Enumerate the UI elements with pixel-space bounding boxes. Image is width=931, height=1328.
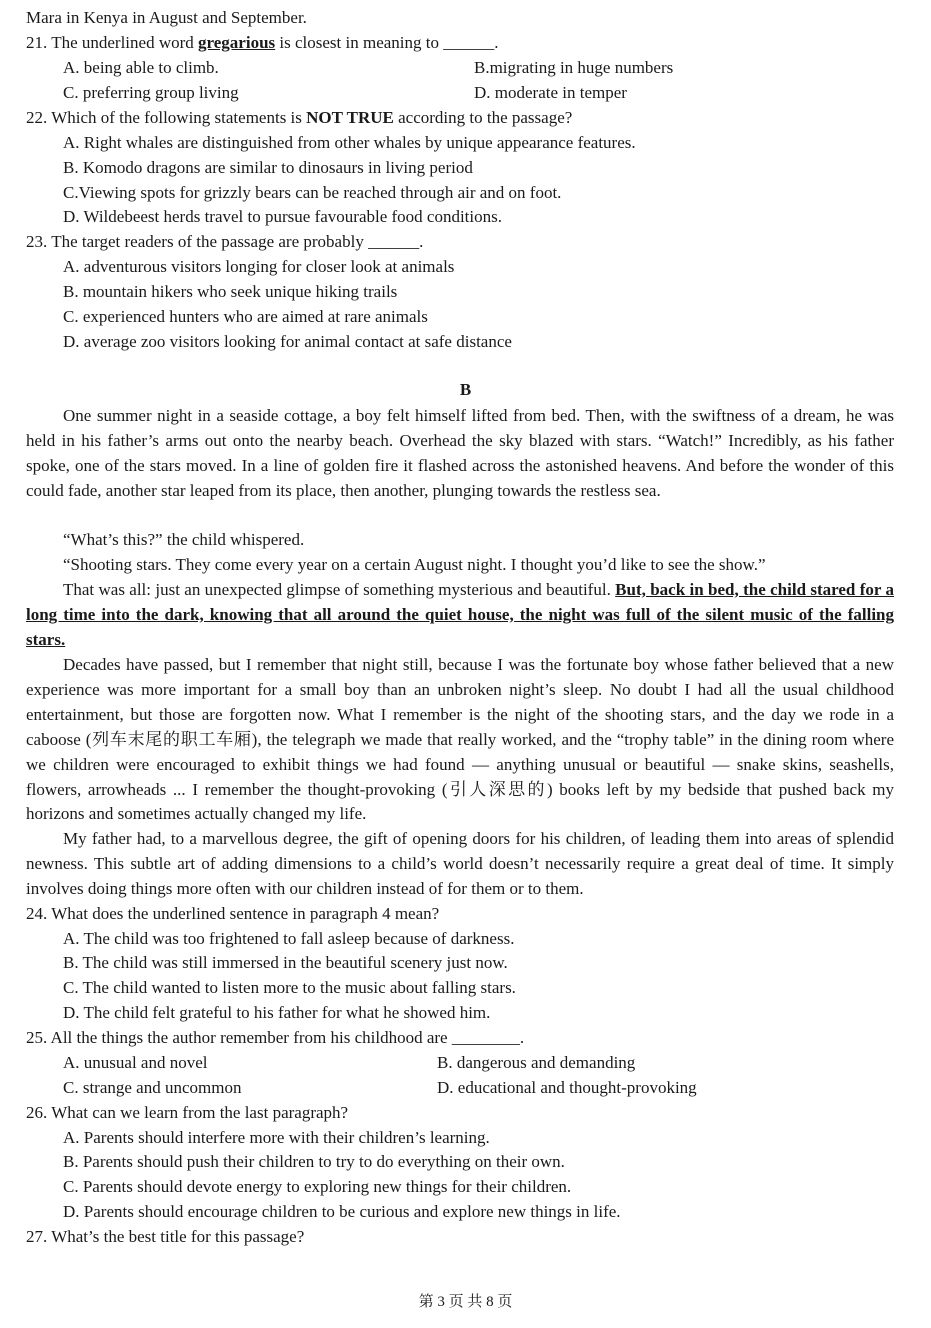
q22-suffix: according to the passage? xyxy=(393,108,573,127)
q26-option-a: A. Parents should interfere more with their children’s learning. xyxy=(63,1128,490,1147)
passage-paragraph-6: My father had, to a marvellous degree, the gift of opening doors for his children, of leading them into areas of splendid newness. This subtle art of adding dimensions to a child’s world doesn’t necessarily require a great deal of time. It simply involves doing things more often with our children instead of for them or to them. xyxy=(26,829,894,898)
q21-prefix: 21. The underlined word xyxy=(26,33,199,52)
question-21-stem xyxy=(26,31,498,55)
q21-option-c: C. preferring group living xyxy=(63,83,239,102)
q25-option-c: C. strange and uncommon xyxy=(63,1078,242,1097)
q24-option-a: A. The child was too frightened to fall asleep because of darkness. xyxy=(63,929,515,948)
q24-option-c: C. The child wanted to listen more to the music about falling stars. xyxy=(63,978,516,997)
passage-paragraph-5: Decades have passed, but I remember that night still, because I was the fortunate boy whose father believed that a new experience was more important for a small boy than an unbroken night’s sleep. No doubt I had all the usual childhood entertainment, but those are forgotten now. What I remember is the night of the shooting stars, and the day we rode in a caboose (列车末尾的职工车厢), the telegraph we made that really worked, and the “trophy table” in the dining room where we children were encouraged to exhibit things we had found — anything unusual or beautiful — snake skins, seashells, flowers, arrowheads ... I remember the thought-provoking (引人深思的) books left by my bedside that pushed back my horizons and sometimes actually changed my life. xyxy=(26,655,894,824)
question-24-stem: 24. What does the underlined sentence in paragraph 4 mean? xyxy=(26,904,440,923)
q26-option-c: C. Parents should devote energy to exploring new things for their children. xyxy=(63,1177,572,1196)
question-27-stem: 27. What’s the best title for this passage? xyxy=(26,1227,305,1246)
q22-prefix: 22. Which of the following statements is xyxy=(26,108,307,127)
q21-suffix: is closest in meaning to ______. xyxy=(275,33,499,52)
q21-option-d: D. moderate in temper xyxy=(474,83,627,102)
q22-option-c: C.Viewing spots for grizzly bears can be reached through air and on foot. xyxy=(63,183,562,202)
q25-option-d: D. educational and thought-provoking xyxy=(437,1078,697,1097)
question-26-stem: 26. What can we learn from the last paragraph? xyxy=(26,1103,349,1122)
q23-option-d: D. average zoo visitors looking for animal contact at safe distance xyxy=(63,332,512,351)
q26-option-d: D. Parents should encourage children to be curious and explore new things in life. xyxy=(63,1202,621,1221)
paragraph-4-underlined-sentence: But, back in bed, the child stared for a long time into the dark, knowing that all around the quiet house, the night was full of the silent music of the falling stars. xyxy=(26,580,894,649)
passage-paragraph-2: “What’s this?” the child whispered. xyxy=(63,530,305,549)
passage-paragraph-3: “Shooting stars. They come every year on a certain August night. I thought you’d like to see the show.” xyxy=(63,555,766,574)
passage-paragraph-1: One summer night in a seaside cottage, a boy felt himself lifted from bed. Then, with the swiftness of a dream, he was held in his father’s arms out onto the nearby beach. Overhead the sky blazed with stars. “Watch!” Incredibly, as his father spoke, one of the stars moved. In a line of golden fire it flashed across the astonished heavens. And before the wonder of this could fade, another star leaped from its place, then another, plunging towards the restless sea. xyxy=(26,406,894,500)
q23-option-b: B. mountain hikers who seek unique hiking trails xyxy=(63,282,398,301)
q21-option-a: A. being able to climb. xyxy=(63,58,219,77)
question-22-stem xyxy=(26,106,572,130)
continuation-line: Mara in Kenya in August and September. xyxy=(26,8,307,27)
page-footer: 第 3 页 共 8 页 xyxy=(418,1294,513,1310)
question-23-stem: 23. The target readers of the passage are probably ______. xyxy=(26,232,424,251)
q23-option-a: A. adventurous visitors longing for closer look at animals xyxy=(63,257,455,276)
q21-underlined-word: gregarious xyxy=(198,33,276,52)
q21-option-b: B.migrating in huge numbers xyxy=(474,58,674,77)
q24-option-b: B. The child was still immersed in the beautiful scenery just now. xyxy=(63,953,508,972)
question-25-stem: 25. All the things the author remember from his childhood are ________. xyxy=(26,1028,525,1047)
section-heading-b: B xyxy=(459,380,472,399)
q23-option-c: C. experienced hunters who are aimed at rare animals xyxy=(63,307,428,326)
q22-option-b: B. Komodo dragons are similar to dinosaurs in living period xyxy=(63,158,473,177)
paragraph-4-plain: That was all: just an unexpected glimpse of something mysterious and beautiful. xyxy=(63,580,616,599)
q22-option-d: D. Wildebeest herds travel to pursue favourable food conditions. xyxy=(63,207,502,226)
passage-paragraph-4 xyxy=(26,578,894,653)
q22-bold: NOT TRUE xyxy=(306,108,394,127)
q26-option-b: B. Parents should push their children to try to do everything on their own. xyxy=(63,1152,565,1171)
q24-option-d: D. The child felt grateful to his father for what he showed him. xyxy=(63,1003,491,1022)
q22-option-a: A. Right whales are distinguished from other whales by unique appearance features. xyxy=(63,133,636,152)
q25-option-b: B. dangerous and demanding xyxy=(437,1053,636,1072)
q25-option-a: A. unusual and novel xyxy=(63,1053,208,1072)
